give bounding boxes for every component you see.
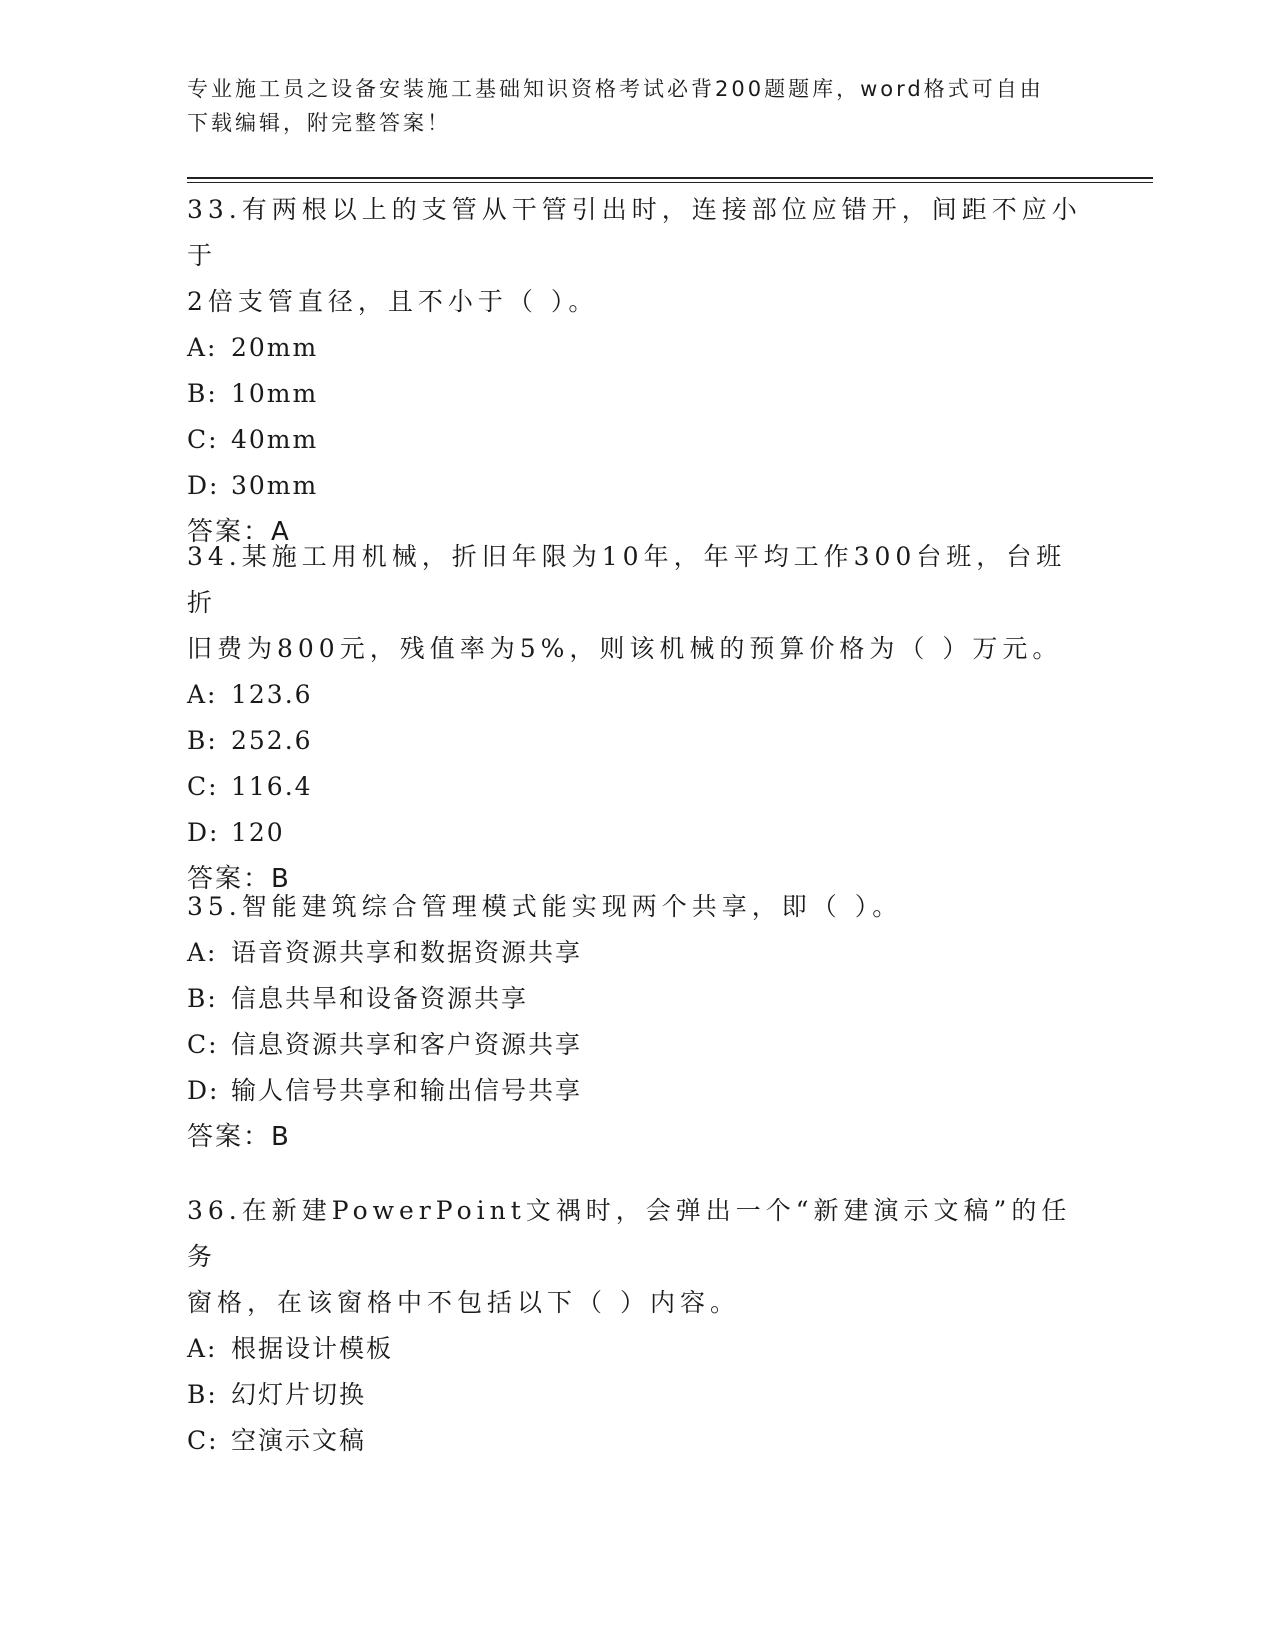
option-a: [187, 930, 1087, 976]
option-letter: A:: [187, 680, 218, 709]
option-text: 120: [231, 818, 285, 847]
option-letter: B:: [187, 984, 218, 1013]
option-text: 252.6: [231, 726, 313, 755]
option-text: 123.6: [231, 680, 313, 709]
question-34: [187, 534, 1087, 902]
option-c: [187, 1022, 1087, 1068]
header-divider: [187, 177, 1153, 179]
question-33: [187, 187, 1087, 555]
answer-line: 答案：B: [187, 1122, 291, 1152]
option-text: 输人信号共享和输出信号共享: [231, 1076, 583, 1105]
option-letter: D:: [187, 818, 220, 847]
option-letter: B:: [187, 1380, 218, 1409]
question-35: [187, 884, 1087, 1160]
option-text: 40mm: [231, 425, 319, 454]
document-header: [187, 72, 1087, 140]
question-36: [187, 1188, 1087, 1464]
option-c: [187, 764, 1087, 810]
option-text: 116.4: [231, 772, 313, 801]
header-line-1: 专业施工员之设备安装施工基础知识资格考试必背200题题库，word格式可自由: [187, 77, 1044, 101]
option-letter: A:: [187, 1334, 218, 1363]
header-divider-thin: [187, 182, 1153, 183]
question-stem-line: 33.有两根以上的支管从干管引出时，连接部位应错开，间距不应小于: [187, 195, 1082, 270]
option-a: [187, 672, 1087, 718]
option-text: 空演示文稿: [231, 1426, 367, 1455]
option-d: [187, 1068, 1087, 1114]
option-d: [187, 810, 1087, 856]
option-b: [187, 371, 1087, 417]
option-letter: B:: [187, 726, 218, 755]
option-letter: A:: [187, 938, 218, 967]
option-a: [187, 1326, 1087, 1372]
option-text: 30mm: [231, 471, 319, 500]
option-b: [187, 718, 1087, 764]
option-text: 根据设计模板: [231, 1334, 394, 1363]
answer-line: 答案：B: [187, 864, 291, 894]
question-stem-line: 36.在新建PowerPoint文禑时，会弹出一个“新建演示文稿”的任务: [187, 1196, 1072, 1271]
option-text: 10mm: [231, 379, 319, 408]
question-stem-line: 窗格，在该窗格中不包括以下（ ）内容。: [187, 1288, 740, 1317]
option-letter: D:: [187, 471, 220, 500]
option-text: 语音资源共享和数据资源共享: [231, 938, 583, 967]
option-text: 信息共旱和设备资源共享: [231, 984, 529, 1013]
option-letter: C:: [187, 1426, 219, 1455]
option-b: [187, 976, 1087, 1022]
option-a: [187, 325, 1087, 371]
answer-line: 答案：A: [187, 517, 291, 547]
option-c: [187, 1418, 1087, 1464]
option-letter: C:: [187, 1030, 219, 1059]
option-letter: D:: [187, 1076, 220, 1105]
option-text: 20mm: [231, 333, 319, 362]
option-letter: A:: [187, 333, 218, 362]
option-text: 幻灯片切换: [231, 1380, 367, 1409]
question-stem-line: 34.某施工用机械，折旧年限为10年，年平均工作300台班，台班折: [187, 542, 1067, 617]
option-d: [187, 463, 1087, 509]
option-b: [187, 1372, 1087, 1418]
header-line-2: 下载编辑，附完整答案！: [187, 111, 451, 135]
option-letter: B:: [187, 379, 218, 408]
question-stem-line: 35.智能建筑综合管理模式能实现两个共享，即（ ）。: [187, 892, 903, 921]
option-letter: C:: [187, 772, 219, 801]
option-text: 信息资源共享和客户资源共享: [231, 1030, 583, 1059]
option-letter: C:: [187, 425, 219, 454]
question-stem-line: 旧费为800元，残值率为5%，则该机械的预算价格为（ ）万元。: [187, 634, 1063, 663]
question-stem-line: 2倍支管直径，且不小于（ ）。: [187, 287, 599, 316]
option-c: [187, 417, 1087, 463]
